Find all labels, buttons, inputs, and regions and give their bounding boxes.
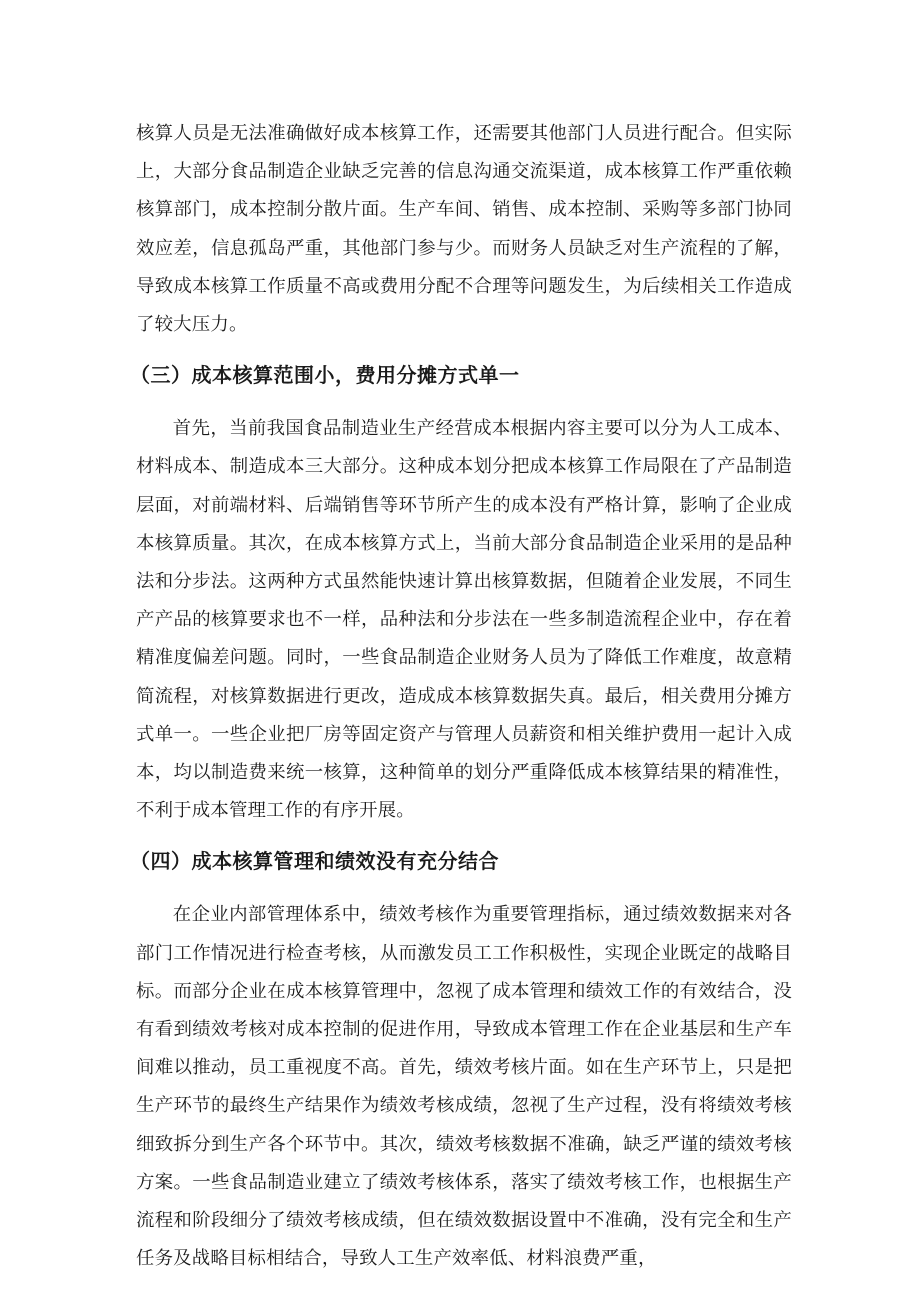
document-page	[130, 115, 792, 1278]
paragraph-continuation: 核算人员是无法准确做好成本核算工作，还需要其他部门人员进行配合。但实际上，大部分食品制造企业缺乏完善的信息沟通交流渠道，成本核算工作严重依赖核算部门，成本控制分散片面。生产车间、销售、成本控制、采购等多部门协同效应差，信息孤岛严重，其他部门参与少。而财务人员缺乏对生产流程的了解，导致成本核算工作质量不高或费用分配不合理等问题发生，为后续相关工作造成了较大压力。	[136, 123, 792, 336]
paragraph-performance: 在企业内部管理体系中，绩效考核作为重要管理指标，通过绩效数据来对各部门工作情况进行检查考核，从而激发员工工作积极性，实现企业既定的战略目标。而部分企业在成本核算管理中，忽视了成本管理和绩效工作的有效结合，没有看到绩效考核对成本控制的促进作用，导致成本管理工作在企业基层和生产车间难以推动，员工重视度不高。首先，绩效考核片面。如在生产环节上，只是把生产环节的最终生产结果作为绩效考核成绩，忽视了生产过程，没有将绩效考核细致拆分到生产各个环节中。其次，绩效考核数据不准确，缺乏严谨的绩效考核方案。一些食品制造业建立了绩效考核体系，落实了绩效考核工作，也根据生产流程和阶段细分了绩效考核成绩，但在绩效数据设置中不准确，没有完全和生产任务及战略目标相结合，导致人工生产效率低、材料浪费严重，	[136, 904, 792, 1270]
paragraph-cost-scope: 首先，当前我国食品制造业生产经营成本根据内容主要可以分为人工成本、材料成本、制造成本三大部分。这种成本划分把成本核算工作局限在了产品制造层面，对前端材料、后端销售等环节所产生的成本没有严格计算，影响了企业成本核算质量。其次，在成本核算方式上，当前大部分食品制造企业采用的是品种法和分步法。这两种方式虽然能快速计算出核算数据，但随着企业发展，不同生产产品的核算要求也不一样，品种法和分步法在一些多制造流程企业中，存在着精准度偏差问题。同时，一些食品制造企业财务人员为了降低工作难度，故意精简流程，对核算数据进行更改，造成成本核算数据失真。最后，相关费用分摊方式单一。一些企业把厂房等固定资产与管理人员薪资和相关维护费用一起计入成本，均以制造费来统一核算，这种简单的划分严重降低成本核算结果的精准性，不利于成本管理工作的有序开展。	[136, 418, 792, 822]
section-heading-3: （三）成本核算范围小，费用分摊方式单一	[130, 363, 520, 388]
section-heading-4: （四）成本核算管理和绩效没有充分结合	[130, 849, 499, 874]
